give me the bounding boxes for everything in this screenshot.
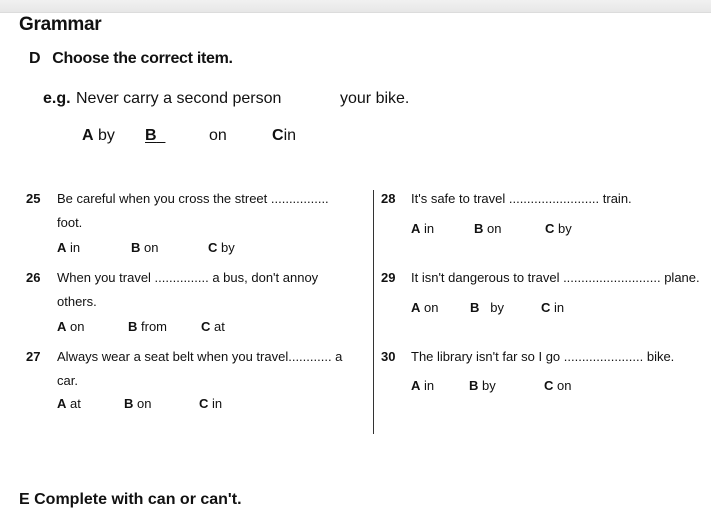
answer-option: B by xyxy=(469,378,496,393)
answer-option: B from xyxy=(128,319,168,334)
browser-top-bar xyxy=(0,0,711,13)
answer-option: B by xyxy=(470,300,504,315)
answer-option: C in xyxy=(199,396,223,411)
instruction-text: Choose the correct item. xyxy=(52,50,233,67)
answer-option: A at xyxy=(57,396,81,411)
answer-option: C on xyxy=(544,378,572,393)
answer-option: B on xyxy=(474,221,502,236)
question-text: Be careful when you cross the street ................ xyxy=(57,191,329,206)
instruction-line xyxy=(29,50,233,68)
question-number: 30 xyxy=(381,349,396,364)
question-text: When you travel ............... a bus, don't annoy xyxy=(57,270,319,285)
example-label: e.g. xyxy=(43,90,71,107)
question-text: It's safe to travel ......................... train. xyxy=(411,191,632,206)
example-text-before: Never carry a second person xyxy=(76,90,282,107)
answer-option: C by xyxy=(208,240,235,255)
example-option-b-letter: B xyxy=(145,127,157,144)
question-text-continued: others. xyxy=(57,294,97,309)
question-number: 27 xyxy=(26,349,41,364)
column-divider xyxy=(373,190,374,434)
example-option-a: A by xyxy=(82,127,115,144)
example-option-b-word: on xyxy=(209,127,227,144)
section-title: Grammar xyxy=(19,14,102,35)
answer-option: B on xyxy=(124,396,152,411)
section-letter: D xyxy=(29,50,41,67)
question-number: 29 xyxy=(381,270,396,285)
answer-option: A in xyxy=(411,378,435,393)
question-number: 26 xyxy=(26,270,41,285)
question-text-continued: foot. xyxy=(57,215,83,230)
answer-option: A on xyxy=(57,319,85,334)
answer-option: C in xyxy=(541,300,565,315)
question-text: Always wear a seat belt when you travel............ a xyxy=(57,349,343,364)
answer-option: B on xyxy=(131,240,159,255)
next-section-heading: E Complete with can or can't. xyxy=(19,491,242,508)
answer-option: A on xyxy=(411,300,439,315)
example-option-c: Cin xyxy=(272,127,297,144)
example-text-after: your bike. xyxy=(340,90,410,107)
question-number: 25 xyxy=(26,191,41,206)
answer-option: C at xyxy=(201,319,225,334)
answer-option: A in xyxy=(57,240,81,255)
question-number: 28 xyxy=(381,191,396,206)
question-text-continued: car. xyxy=(57,373,78,388)
answer-option: A in xyxy=(411,221,435,236)
question-text: The library isn't far so I go ...................... bike. xyxy=(411,349,675,364)
question-text: It isn't dangerous to travel ........................... plane. xyxy=(411,270,700,285)
answer-option: C by xyxy=(545,221,572,236)
